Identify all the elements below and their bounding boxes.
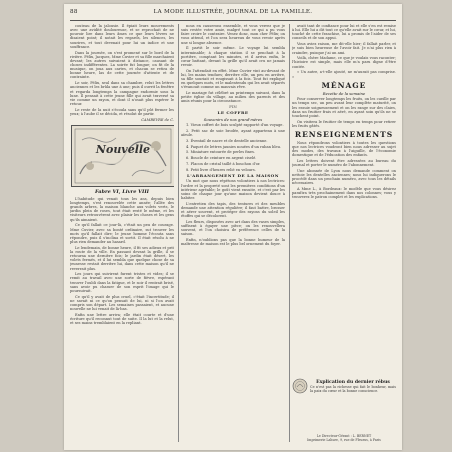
page-header bbox=[70, 9, 396, 19]
paragraph: couteau de la jalousie. Il épiait leurs mouvements avec une avidité douloureuse, et se reprochait de ne pouvoir lire dans leurs âmes ce que leurs lèvres ne disaient point; il notait les regards, les silences, les sourires, et tout devenait pour lui un indice et une souffrance. bbox=[70, 24, 174, 49]
column-divider bbox=[289, 24, 290, 442]
section-subtitle: Recette de la semaine bbox=[322, 90, 366, 96]
illustration-caption: Fabre VI, Livre VIII bbox=[94, 188, 150, 195]
paragraph: Un mot que nous répétons volontiers à nos lectrices: l'ordre et la propreté sont les premières conditions d'un intérieur agréable; le goût vient ensuite, et c'est par les soins de chaque jour qu'une maison devient douce à habiter. bbox=[181, 179, 285, 200]
journal-title: LA MODE ILLUSTRÉE, JOURNAL DE LA FAMILLE. bbox=[153, 9, 313, 15]
paragraph: Les lettres doivent être adressées au bureau du journal et porter le numéro de l'abonnement. bbox=[292, 158, 396, 167]
paragraph: Pour conserver longtemps les fruits, on les cueille par un temps sec, un peu avant leur complète maturité, on les essuie soigneusement et on les range sur des claies, dans un fruitier frais et aéré, en ayant soin qu'ils ne se touchent point. bbox=[292, 97, 396, 118]
paragraph: Le reste de la nuit s'écoula sans qu'il pût fermer les yeux; à l'aube il se décida, et résolut de partir. bbox=[70, 107, 174, 116]
explanation-text: Ce n'est pas la richesse qui fait le bonheur, mais la paix du cœur et la bonne conscience. bbox=[310, 385, 396, 393]
section-subtitle: Souvenirs de nos grand'mères bbox=[203, 116, 263, 122]
nouvelle-illustration bbox=[71, 125, 174, 187]
paragraph: Dans la journée, on s'est promené sur le bord de la rivière. Félix, Jacques, Mme Cuvier et sa fille marchaient devant; les autres suivaient à distance, causant de choses indifférentes. La soirée fut longue; on fit de la musique, on joua aux cartes, et chacun se retira de bonne heure, las de cette journée d'attente et de contrainte. bbox=[70, 50, 174, 80]
list-item: 7. Flacon de cristal taillé à bouchon d'or. bbox=[186, 161, 261, 166]
paragraph: Le mariage fut célébré au printemps suivant, dans la petite église du village, au milieu des parents et des amis réunis pour la circonstance. bbox=[181, 91, 285, 104]
paragraph: Ce qu'il fallait ce jour-là, c'était un peu de courage. Mme Cuvier, avec sa bonté ordinaire, sut trouver les mots qu'il fallait dire; le jeune homme l'écouta sans répondre, puis il s'inclina et sortit. Il était résolu à ne plus rien demander au hasard. bbox=[70, 223, 174, 244]
paragraph: On visitera le fruitier de temps en temps pour retirer les fruits gâtés. bbox=[292, 119, 396, 128]
paragraph: A Mme L., à Bordeaux: le modèle que vous désirez paraîtra très prochainement dans nos colonnes; vous y trouverez le patron complet et les explications. bbox=[292, 186, 396, 200]
paragraph: Vous aviez raison, me dit-elle hier; il fallait parler, et je suis bien heureuse de l'avoir fait. Je n'ai plus rien à craindre, puisque j'ai un ami. bbox=[292, 42, 396, 55]
list-item: 5. Miniature entourée de perles fines. bbox=[186, 150, 256, 155]
column-2 bbox=[181, 24, 285, 442]
paragraph: Les jours qui suivirent furent tristes et vides; il se remit au travail avec une sorte de fièvre, espérant trouver l'oubli dans la fatigue, et le soir il rentrait brisé, sans avoir pu chasser de son esprit l'image qui le poursuivait. bbox=[70, 272, 174, 293]
column-divider bbox=[178, 24, 179, 442]
author-signature: CAMBEVRE de C. bbox=[141, 117, 174, 122]
paragraph: Enfin une lettre arriva; elle était courte et d'une écriture qu'il reconnut tout de suite. Il la lut et la relut, et ses mains tremblaient en la repliant. bbox=[70, 312, 174, 326]
list-item: 4. Paquet de lettres jaunies nouées d'un ruban bleu. bbox=[186, 144, 282, 149]
imprint bbox=[292, 434, 396, 442]
paragraph: On l'attendait en effet. Mme Cuvier vint au-devant de lui, les mains tendues; derrière elle, un peu en arrière, sa fille souriait et rougissait à la fois. Tout fut expliqué en quelques mots, et le malentendu qui les avait séparés s'évanouit comme un mauvais rêve. bbox=[181, 68, 285, 90]
list-item: 3. Éventail de nacre et de dentelle ancienne. bbox=[186, 138, 268, 143]
section-title-coffre: LE COFFRE bbox=[217, 110, 249, 116]
paragraph: L'habitude qui venait tous les ans, depuis bien longtemps, s'est renouvelée cette année; l'allée des grands arbres, la maison blanche aux volets verts, le jardin plein de roses, tout était resté le même, et les visiteurs retrouvèrent avec plaisir les choses et les gens qu'ils aimaient. bbox=[70, 196, 174, 222]
paragraph: Les fleurs, disposées avec art dans des vases simples, suffisent à égayer une pièce; on les renouvellera souvent, et l'on choisira de préférence celles de la saison. bbox=[181, 219, 285, 237]
decorative-illustration bbox=[72, 126, 174, 186]
medallion-icon bbox=[292, 378, 308, 394]
illustration-title: Nouvelle bbox=[95, 142, 151, 156]
paragraph: Nous répondrons volontiers à toutes les questions que nos lectrices voudront bien nous adresser au sujet des modes, des travaux à l'aiguille, de l'économie domestique et de l'éducation des enfants. bbox=[292, 140, 396, 157]
paragraph: Enfin, n'oublions pas que la bonne humeur de la maîtresse de maison est le plus bel ornement du foyer. bbox=[181, 238, 285, 247]
page-number: 88 bbox=[70, 9, 78, 15]
end-ornament: FIN bbox=[229, 104, 237, 110]
paragraph: Le soir, Félix, seul dans sa chambre, relut les lettres anciennes et les brûla une à une; puis il ouvrit la fenêtre et regarda longtemps la campagne endormie sous la lune. Il pensait à cette jeune fille qui avait traversé sa vie comme un rayon, et dont il n'osait plus espérer le retour. bbox=[70, 81, 174, 106]
section-title-renseignements: RENSEIGNEMENTS bbox=[294, 130, 394, 139]
list-item: 1. Vieux coffret de bois sculpté rapporté d'un voyage. bbox=[186, 123, 284, 128]
paragraph: Une abonnée de Lyon nous demande comment on nettoie les dentelles anciennes; nous lui indiquerons le procédé dans un prochain numéro, avec tous les détails nécessaires. bbox=[292, 168, 396, 186]
column-1 bbox=[70, 24, 174, 442]
paragraph: avait tant de confiance pour lui et elle s'en est remise à lui. Elle lui a dit tout ce qu'elle avait sur le cœur, et lui, touché de cette franchise, lui a promis de l'aider de ses conseils et de son appui. bbox=[292, 24, 396, 41]
column-3 bbox=[292, 24, 396, 376]
rebus-explanation bbox=[292, 378, 396, 428]
paragraph: L'entretien des tapis, des tentures et des meubles demande une attention régulière; il faut battre, brosser et aérer souvent, et protéger des rayons du soleil les étoffes qui se décolorent. bbox=[181, 201, 285, 219]
list-item: 6. Boucle de ceinture en argent ciselé. bbox=[186, 156, 257, 161]
header-rule bbox=[70, 20, 396, 21]
section-title-arrangement: L'ARRANGEMENT DE LA MAISON bbox=[187, 172, 279, 178]
editor-line: Le Directeur-Gérant : L. BERNET bbox=[316, 434, 372, 438]
section-title-menage: MÉNAGE bbox=[321, 80, 367, 90]
paragraph: « Un autre, a-t-elle ajouté, ne m'aurait pas comprise. » bbox=[292, 70, 396, 79]
paragraph: Voilà, chère Madame, ce que je voulais vous raconter; l'histoire est simple, mais elle m'a paru digne d'être contée. bbox=[292, 56, 396, 69]
paragraph: Il partit le soir même. Le voyage lui sembla interminable; à chaque station il se penchait à la portière, comptant les minutes, et il arriva enfin, le cœur battant, devant la grille qu'il avait cru ne jamais revoir. bbox=[181, 46, 285, 67]
list-item: 8. Petit livre d'heures relié en velours. bbox=[186, 167, 256, 172]
paragraph: nous en causerons ensemble, et vous verrez que je suis restée votre amie, malgré tout ce qui a pu vous faire croire le contraire. Venez donc, mon cher Félix; on vous attend, et l'on sera heureux de vous revoir après une si longue absence. bbox=[181, 24, 285, 45]
paragraph: Ce qu'il y avait de plus cruel, c'était l'incertitude; il ne savait ni ce qu'on pensait de lui, ni si l'on avait compris son départ. Les semaines passaient, et aucune nouvelle ne lui venait de là-bas. bbox=[70, 294, 174, 312]
explanation-title: Explication du dernier rébus bbox=[316, 380, 390, 385]
paragraph: Le lendemain, de bonne heure, il fit ses adieux et prit la route de la ville. En passant devant la grille, il se retourna une dernière fois; le jardin était désert, les volets fermés, et il lui sembla que quelque chose de sa jeunesse restait derrière lui, dans cette maison qu'il ne reverrait plus. bbox=[70, 245, 174, 271]
list-item: 2. Petit sac de soie brodée, ayant appartenu à une aïeule. bbox=[181, 128, 285, 138]
newspaper-page bbox=[64, 4, 402, 450]
printer-line: Imprimerie Lahure, 9, rue de Fleurus, à Paris bbox=[307, 438, 381, 442]
